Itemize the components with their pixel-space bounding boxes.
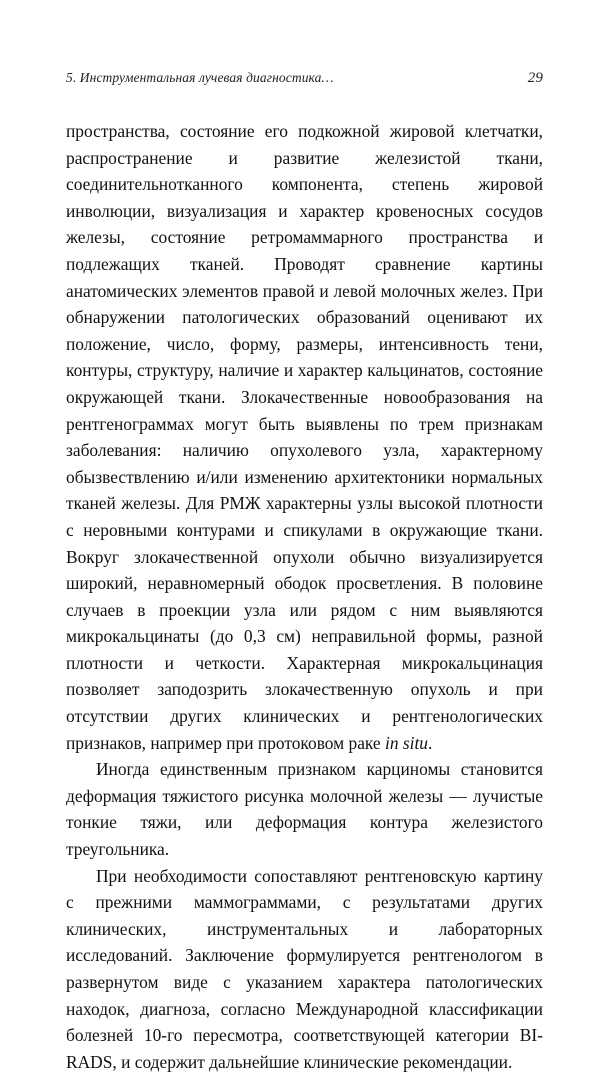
paragraph-1-text: пространства, состояние его подкожной жировой клетчатки, распространение и развитие железистой ткани, соединительнотканного компонента, степень жировой инволюции, визуализация и характер кровеносных сосудов железы, состояние ретромаммарного пространства и подлежащих тканей. Проводят сравнение картины анатомических элементов правой и левой молочных желез. При обнаружении патологических образований оценивают их положение, число, форму, размеры, интенсивность тени, контуры, структуру, наличие и характер кальцинатов, состояние окружающей ткани. Злокачественные новообразования на рентгенограммах могут быть выявлены по трем признакам заболевания: наличию опухолевого узла, характерному обызвествлению и/или изменению архитектоники нормальных тканей железы. Для РМЖ характерны узлы высокой плотности с неровными контурами и спикулами в окружающие ткани. Вокруг злокачественной опухоли обычно визуализируется широкий, неравномерный ободок просветления. В половине случаев в проекции узла или рядом с ним выявляются микрокальцинаты (до 0,3 см) неправильной формы, разной плотности и четкости. Характерная микрокальцинация позволяет заподозрить злокачественную опухоль и при отсутствии других клинических и рентгенологических признаков, например при протоковом раке (66, 121, 543, 753)
paragraph-3: При необходимости сопоставляют рентгеновскую картину с прежними маммограммами, с результатами других клинических, инструментальных и лабораторных исследований. Заключение формулируется рентгенологом в развернутом виде с указанием характера патологических находок, диагноза, согласно Международной классификации болезней 10-го пересмотра, соответствующей категории BI-RADS, и содержит дальнейшие клинические рекомендации. (66, 865, 543, 1072)
paragraph-2: Иногда единственным признаком карциномы становится деформация тяжистого рисунка молочной железы — лучистые тонкие тяжи, или деформация контура железистого треугольника. (66, 759, 543, 860)
page-number: 29 (527, 70, 543, 86)
paragraph-1-text-after: . (428, 732, 433, 753)
running-title: 5. Инструментальная лучевая диагностика… (66, 70, 334, 85)
paragraph-1-italic-term: in situ (385, 732, 429, 753)
page-header (66, 70, 543, 87)
body-text-column (66, 118, 543, 1075)
paragraph-1 (66, 118, 543, 756)
